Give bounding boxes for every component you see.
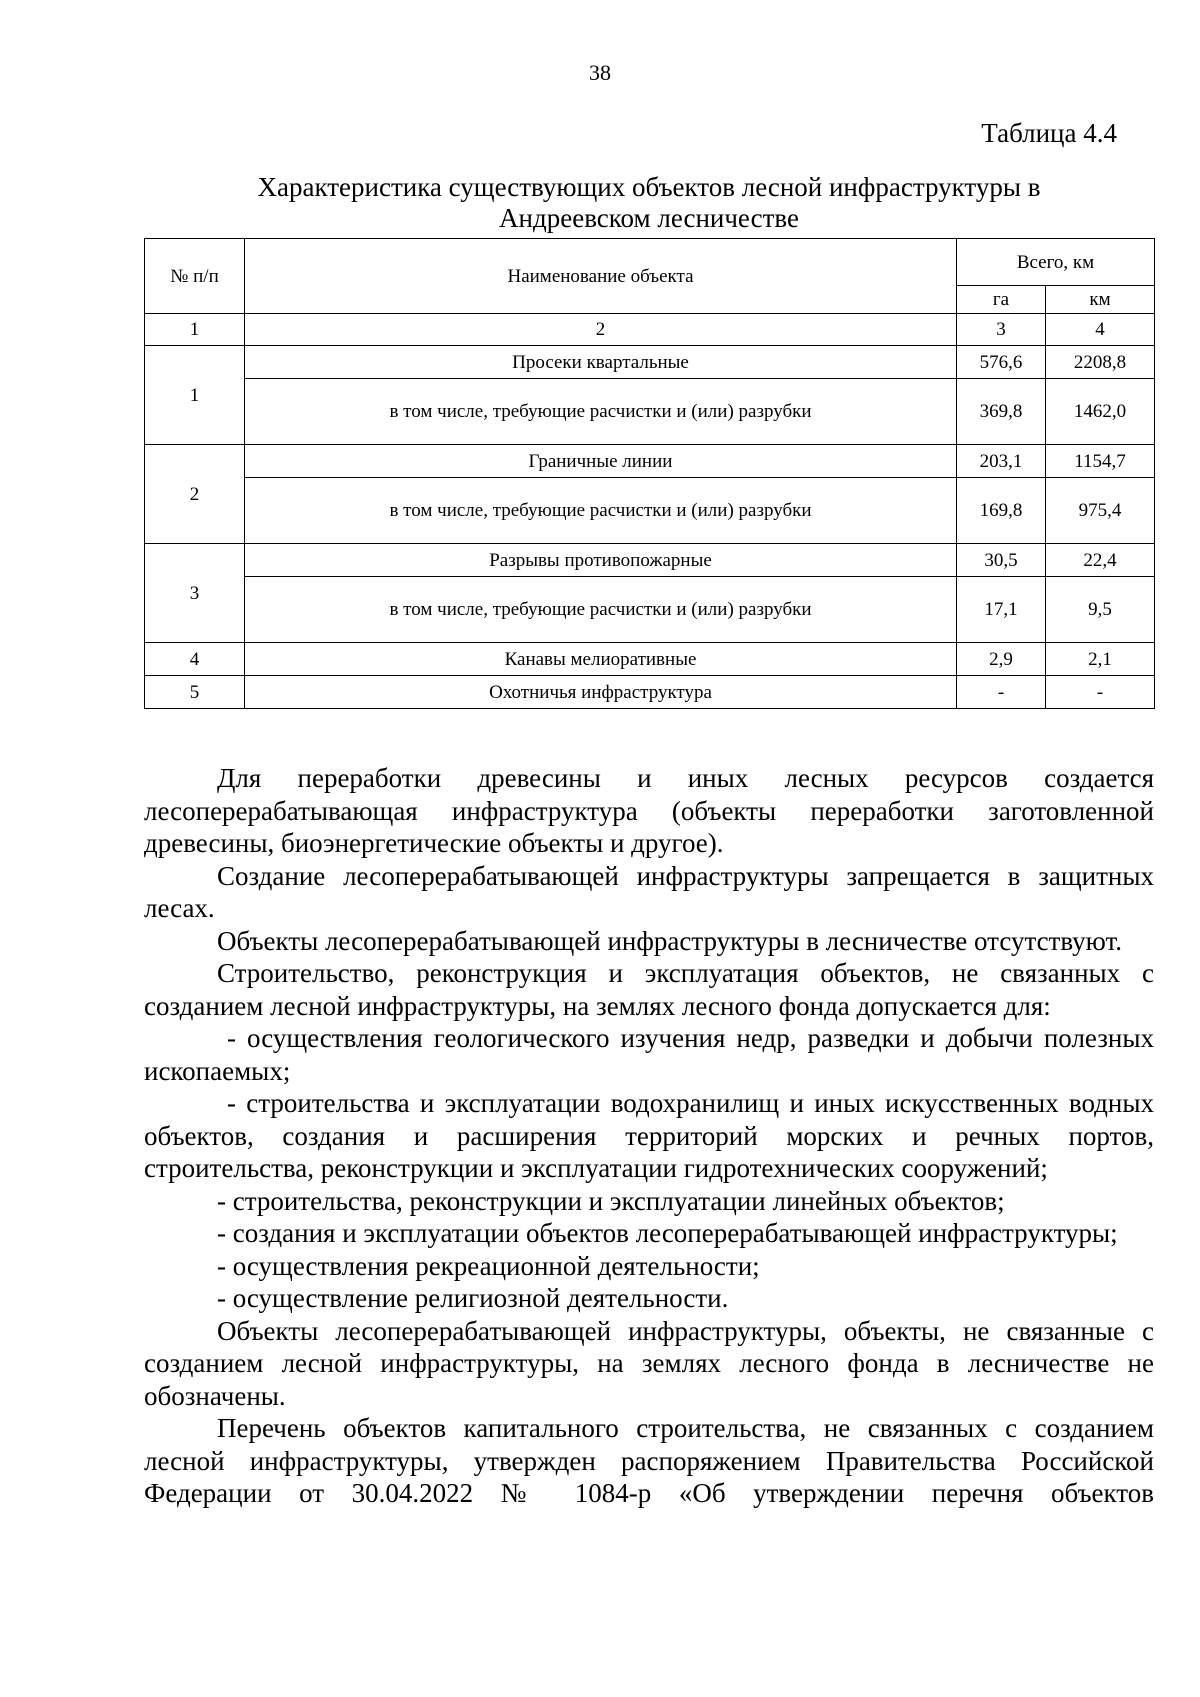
row-ha: 576,6 — [957, 346, 1046, 379]
paragraph: Перечень объектов капитального строительства, не связанных с созданием лесной инфраструктуры, утвержден распоряжением Правительства Российской Федерации от 30.04.2022 № 1084-р «Об утверждении перечня объектов — [144, 1413, 1154, 1508]
row-km: - — [1046, 676, 1155, 709]
row-ha: 30,5 — [957, 544, 1046, 577]
header-name: Наименование объекта — [245, 239, 957, 314]
table-row — [145, 445, 1155, 478]
row-ha: 17,1 — [957, 577, 1046, 643]
header-num: № п/п — [145, 239, 245, 314]
paragraph: - осуществления геологического изучения недр, разведки и добычи полезных ископаемых; — [144, 1023, 1154, 1086]
row-ha: 203,1 — [957, 445, 1046, 478]
row-name: Канавы мелиоративные — [245, 643, 957, 676]
row-name: в том числе, требующие расчистки и (или) разрубки — [245, 478, 957, 544]
row-num: 1 — [145, 346, 245, 445]
paragraph: - строительства, реконструкции и эксплуатации линейных объектов; — [217, 1185, 1005, 1216]
paragraph: Объекты лесоперерабатывающей инфраструктуры в лесничестве отсутствуют. — [217, 925, 1123, 956]
row-name: в том числе, требующие расчистки и (или) разрубки — [245, 379, 957, 445]
row-name: Разрывы противопожарные — [245, 544, 957, 577]
paragraph: - осуществления рекреационной деятельности; — [217, 1250, 760, 1281]
paragraph: Строительство, реконструкция и эксплуатация объектов, не связанных с созданием лесной инфраструктуры, на землях лесного фонда допускается для: — [144, 958, 1154, 1021]
table-row — [145, 478, 1155, 544]
row-name: Просеки квартальные — [245, 346, 957, 379]
row-ha: - — [957, 676, 1046, 709]
header-total: Всего, км — [957, 239, 1155, 286]
table-row — [145, 577, 1155, 643]
row-km: 1154,7 — [1046, 445, 1155, 478]
table-title-line: Андреевском лесничестве — [499, 203, 799, 233]
table-row — [145, 379, 1155, 445]
table-row — [145, 676, 1155, 709]
row-ha: 369,8 — [957, 379, 1046, 445]
paragraph: - осуществление религиозной деятельности. — [217, 1283, 729, 1313]
row-km: 1462,0 — [1046, 379, 1155, 445]
row-num: 4 — [145, 643, 245, 676]
table-row — [145, 544, 1155, 577]
row-km: 2,1 — [1046, 643, 1155, 676]
infrastructure-table — [144, 238, 1155, 709]
row-ha: 2,9 — [957, 643, 1046, 676]
row-km: 9,5 — [1046, 577, 1155, 643]
table-row — [145, 643, 1155, 676]
table-title-line: Характеристика существующих объектов лесной инфраструктуры в — [257, 172, 1041, 202]
row-name: в том числе, требующие расчистки и (или) разрубки — [245, 577, 957, 643]
row-km: 975,4 — [1046, 478, 1155, 544]
body-text — [144, 762, 1154, 1510]
row-num: 5 — [145, 676, 245, 709]
paragraph: Для переработки древесины и иных лесных ресурсов создается лесоперерабатывающая инфраструктура (объекты переработки заготовленной древесины, биоэнергетические объекты и другое). — [144, 763, 1154, 858]
row-name: Граничные линии — [245, 445, 957, 478]
row-num: 2 — [145, 445, 245, 544]
table-title — [144, 172, 1154, 234]
paragraph: Создание лесоперерабатывающей инфраструктуры запрещается в защитных лесах. — [144, 860, 1154, 923]
row-num: 3 — [145, 544, 245, 643]
header-km: км — [1046, 286, 1155, 314]
col-number: 2 — [245, 314, 957, 346]
col-number: 3 — [957, 314, 1046, 346]
paragraph: Объекты лесоперерабатывающей инфраструктуры, объекты, не связанные с созданием лесной инфраструктуры, на землях лесного фонда в лесничестве не обозначены. — [144, 1315, 1154, 1411]
row-name: Охотничья инфраструктура — [245, 676, 957, 709]
table-label: Таблица 4.4 — [981, 118, 1117, 148]
row-km: 22,4 — [1046, 544, 1155, 577]
header-ha: га — [957, 286, 1046, 314]
col-number: 4 — [1046, 314, 1155, 346]
row-ha: 169,8 — [957, 478, 1046, 544]
paragraph: - создания и эксплуатации объектов лесоперерабатывающей инфраструктуры; — [217, 1218, 1118, 1248]
paragraph: - строительства и эксплуатации водохранилищ и иных искусственных водных объектов, создания и расширения территорий морских и речных портов, строительства, реконструкции и эксплуатации гидротехнических сооружений; — [144, 1088, 1154, 1183]
col-number: 1 — [145, 314, 245, 346]
table-row — [145, 346, 1155, 379]
row-km: 2208,8 — [1046, 346, 1155, 379]
page-number: 38 — [589, 60, 611, 85]
